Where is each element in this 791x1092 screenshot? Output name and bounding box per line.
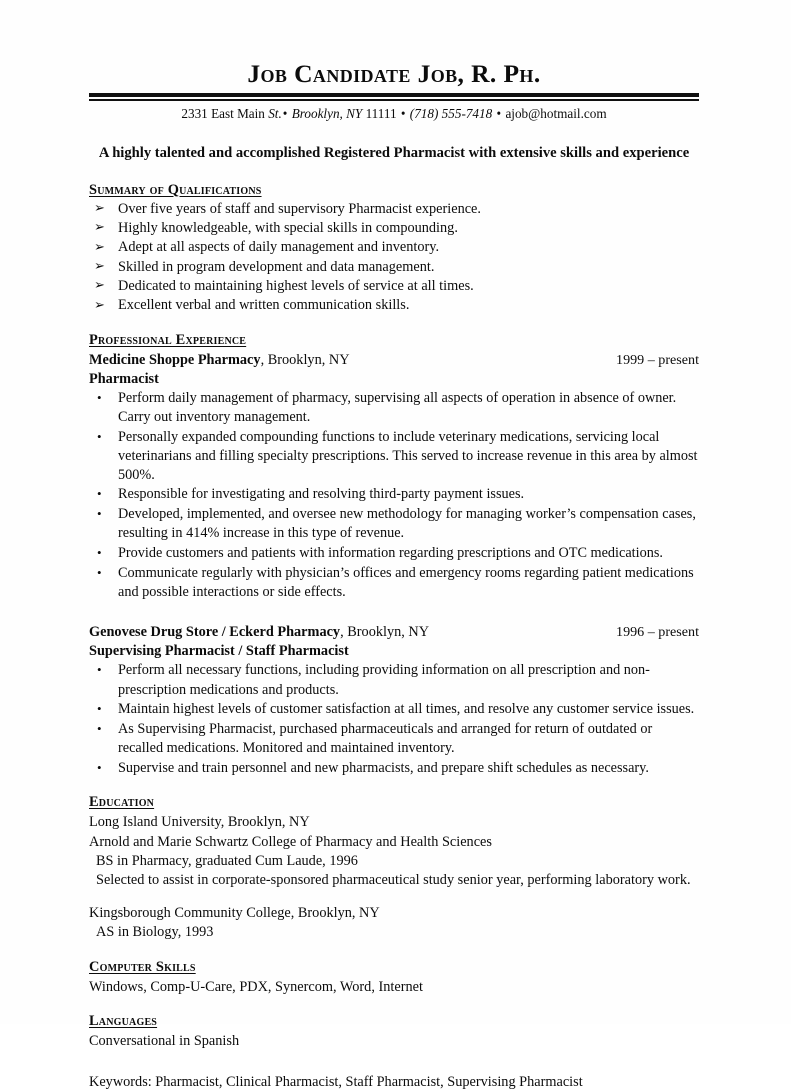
contact-email: ajob@hotmail.com: [505, 105, 607, 121]
arrow-bullet-icon: ➢: [94, 258, 105, 274]
section-heading-education: Education: [89, 794, 155, 811]
list-item: [89, 258, 699, 277]
job-dates: 1999 – present: [616, 351, 699, 368]
round-bullet-icon: •: [97, 506, 102, 522]
list-item: [89, 219, 699, 238]
contact-separator-3: •: [496, 105, 502, 121]
summary-item-text: Skilled in program development and data management.: [118, 258, 435, 275]
round-bullet-icon: •: [97, 389, 102, 405]
job-header-line: [89, 351, 699, 370]
education-entry: [89, 813, 699, 890]
keywords-line: Keywords: Pharmacist, Clinical Pharmacist, Staff Pharmacist, Supervising Pharmacist: [89, 1074, 583, 1091]
contact-line: [89, 106, 699, 123]
job-bullet-text: Perform daily management of pharmacy, supervising all aspects of operation in absence of owner. Carry out inventory management.: [118, 389, 677, 425]
education-line: AS in Biology, 1993: [96, 924, 214, 941]
headline-tagline: A highly talented and accomplished Registered Pharmacist with extensive skills and experience: [98, 145, 690, 162]
education-line: Kingsborough Community College, Brooklyn, NY: [89, 905, 380, 922]
list-item: [89, 428, 699, 486]
job-bullet-text: Supervise and train personnel and new pharmacists, and prepare shift schedules as necessary.: [118, 759, 649, 776]
job-bullet-text: Perform all necessary functions, including providing information on all prescription and non-prescription medications and products.: [118, 662, 650, 698]
list-item: [89, 564, 699, 603]
arrow-bullet-icon: ➢: [94, 238, 105, 254]
job-dates: 1996 – present: [616, 624, 699, 641]
arrow-bullet-icon: ➢: [94, 200, 105, 216]
summary-item-text: Dedicated to maintaining highest levels of service at all times.: [118, 277, 474, 294]
list-item: [89, 661, 699, 700]
summary-item-text: Highly knowledgeable, with special skills in compounding.: [118, 219, 458, 236]
job-entry: [89, 351, 699, 603]
education-line: Arnold and Marie Schwartz College of Pharmacy and Health Sciences: [89, 833, 492, 850]
round-bullet-icon: •: [97, 564, 102, 580]
job-employer: Genovese Drug Store / Eckerd Pharmacy: [89, 624, 341, 641]
job-bullet-text: Personally expanded compounding functions to include veterinary medications, servicing local veterinarians and filling specialty prescriptions. This served to increase revenue in this area by almost 500%.: [118, 428, 698, 483]
contact-separator-2: •: [400, 105, 406, 121]
contact-city-state: Brooklyn, NY: [291, 105, 363, 121]
job-bullet-text: Responsible for investigating and resolving third-party payment issues.: [118, 486, 525, 503]
round-bullet-icon: •: [97, 662, 102, 678]
job-header-line: [89, 623, 699, 642]
round-bullet-icon: •: [97, 486, 102, 502]
job-bullet-text: Communicate regularly with physician’s offices and emergency rooms regarding patient medications and possible interactions or side effects.: [118, 564, 694, 600]
list-item: [89, 200, 699, 219]
section-heading-computer-skills: Computer Skills: [89, 958, 196, 975]
contact-phone: (718) 555-7418: [409, 105, 493, 121]
list-item: [89, 720, 699, 759]
job-entry: [89, 623, 699, 778]
job-bullet-text: Developed, implemented, and oversee new methodology for managing worker’s compensation cases, resulting in 414% increase in this type of revenue.: [118, 506, 696, 542]
job-location: , Brooklyn, NY: [260, 351, 350, 368]
contact-street: 2331 East Main: [181, 105, 269, 121]
round-bullet-icon: •: [97, 759, 102, 775]
contact-zip: 11111: [362, 105, 397, 121]
resume-content: [89, 60, 699, 1092]
round-bullet-icon: •: [97, 720, 102, 736]
contact-separator-1: •: [282, 105, 288, 121]
education-line: Long Island University, Brooklyn, NY: [89, 814, 310, 831]
job-bullet-text: Provide customers and patients with information regarding prescriptions and OTC medications.: [118, 544, 663, 561]
round-bullet-icon: •: [97, 701, 102, 717]
section-heading-languages: Languages: [89, 1012, 158, 1029]
languages-body: Conversational in Spanish: [89, 1032, 240, 1049]
summary-item-text: Excellent verbal and written communication skills.: [118, 297, 410, 314]
list-item: [89, 700, 699, 720]
education-entry: [89, 904, 699, 942]
header-divider-rule: [89, 93, 699, 101]
list-item: [89, 238, 699, 257]
list-item: [89, 544, 699, 564]
list-item: [89, 277, 699, 296]
job-title: Pharmacist: [89, 370, 159, 387]
summary-list: [89, 200, 699, 316]
job-employer: Medicine Shoppe Pharmacy: [89, 351, 261, 368]
job-bullet-list: [89, 661, 699, 778]
education-spacer: [89, 890, 699, 903]
arrow-bullet-icon: ➢: [94, 277, 105, 293]
list-item: [89, 505, 699, 544]
round-bullet-icon: •: [97, 544, 102, 560]
education-line: BS in Pharmacy, graduated Cum Laude, 1996: [96, 852, 358, 869]
section-heading-summary: Summary of Qualifications: [89, 181, 262, 198]
summary-item-text: Over five years of staff and supervisory Pharmacist experience.: [118, 200, 481, 217]
job-bullet-text: Maintain highest levels of customer satisfaction at all times, and resolve any customer service issues.: [118, 701, 695, 718]
divider-thin-line: [89, 99, 699, 101]
job-bullet-text: As Supervising Pharmacist, purchased pharmaceuticals and arranged for return of outdated or recalled medications. Monitored and maintained inventory.: [118, 720, 653, 757]
round-bullet-icon: •: [97, 428, 102, 444]
list-item: [89, 389, 699, 428]
education-line: Selected to assist in corporate-sponsored pharmaceutical study senior year, performing laboratory work.: [96, 872, 691, 889]
arrow-bullet-icon: ➢: [94, 219, 105, 235]
computer-skills-body: Windows, Comp-U-Care, PDX, Synercom, Word, Internet: [89, 978, 423, 995]
contact-street-suffix: St.: [268, 105, 282, 121]
section-heading-experience: Professional Experience: [89, 331, 247, 348]
list-item: [89, 485, 699, 505]
job-location: , Brooklyn, NY: [340, 624, 430, 641]
list-item: [89, 759, 699, 779]
arrow-bullet-icon: ➢: [94, 296, 105, 312]
job-title: Supervising Pharmacist / Staff Pharmacist: [89, 643, 349, 660]
summary-item-text: Adept at all aspects of daily management and inventory.: [118, 239, 440, 256]
candidate-name: Job Candidate Job, R. Ph.: [247, 59, 541, 88]
job-bullet-list: [89, 389, 699, 603]
list-item: [89, 296, 699, 315]
